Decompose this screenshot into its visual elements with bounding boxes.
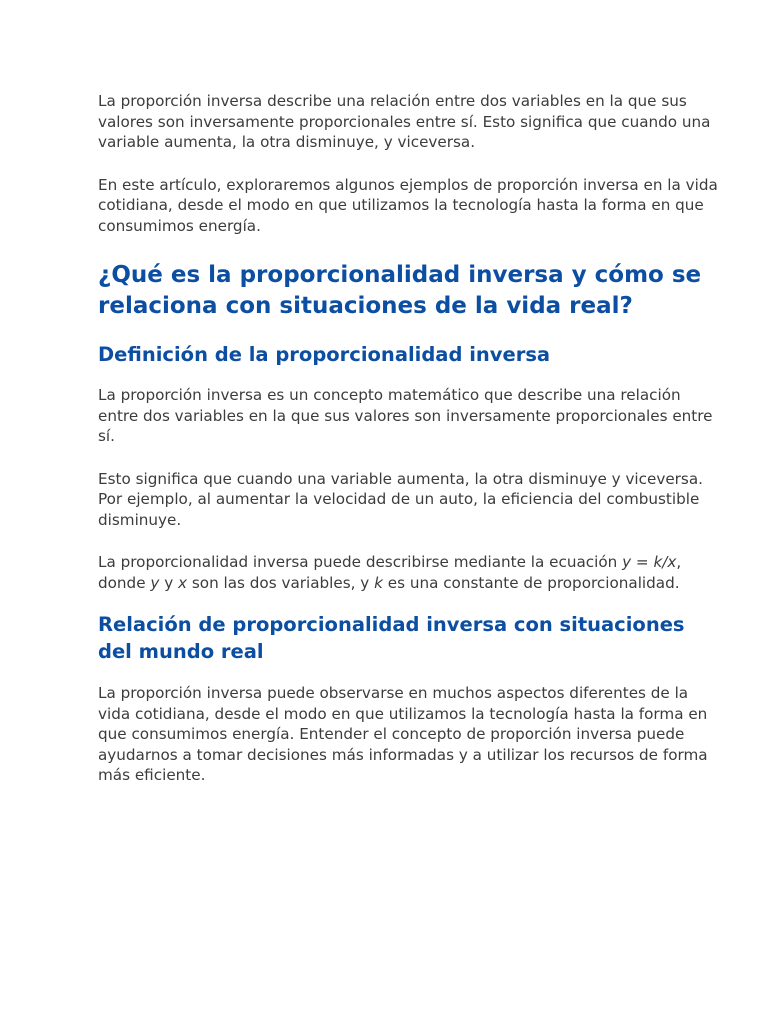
variable-x: x (178, 573, 188, 592)
intro-paragraph-1: La proporción inversa describe una relación entre dos variables en la que sus valores son inversamente proporcionales entre sí. Esto significa que cuando una variable aumenta, la otra disminuye, y viceversa. (98, 92, 711, 151)
equation-k-over-x: k/x (653, 553, 677, 571)
definition-paragraph-1: La proporción inversa es un concepto matemático que describe una relación entre dos variables en la que sus valores son inversamente proporcionales entre sí. (98, 386, 713, 445)
equation-paragraph (98, 552, 718, 593)
equation-y: y (622, 553, 632, 571)
section-heading-definition: Definición de la proporcionalidad inversa (98, 343, 551, 366)
real-world-paragraph: La proporción inversa puede observarse en muchos aspectos diferentes de la vida cotidiana, desde el modo en que utilizamos la tecnología hasta la forma en que consumimos energía. Entender el concepto de proporción inversa puede ayudarnos a tomar decisiones más informadas y a utilizar los recursos de forma más eficiente. (98, 684, 708, 784)
article (98, 91, 718, 786)
equation-text-d: son las dos variables, y (187, 573, 375, 592)
variable-k: k (374, 573, 383, 592)
equation-text-e: es una constante de proporcionalidad. (382, 573, 680, 592)
main-heading: ¿Qué es la proporcionalidad inversa y cómo se relaciona con situaciones de la vida real? (98, 262, 702, 319)
variable-y: y (150, 573, 160, 592)
definition-paragraph-2: Esto significa que cuando una variable aumenta, la otra disminuye y viceversa. Por ejemplo, al aumentar la velocidad de un auto, la eficiencia del combustible disminuye. (98, 469, 703, 529)
equation-text-c: y (159, 573, 179, 592)
intro-paragraph-2: En este artículo, exploraremos algunos ejemplos de proporción inversa en la vida cotidiana, desde el modo en que utilizamos la tecnología hasta la forma en que consumimos energía. (98, 175, 718, 235)
equation-equals: = (631, 553, 654, 571)
equation-text-a: La proporcionalidad inversa puede describirse mediante la ecuación (98, 553, 623, 571)
section-heading-real-world: Relación de proporcionalidad inversa con situaciones del mundo real (98, 613, 685, 663)
equation-text-b: , donde (98, 553, 682, 592)
